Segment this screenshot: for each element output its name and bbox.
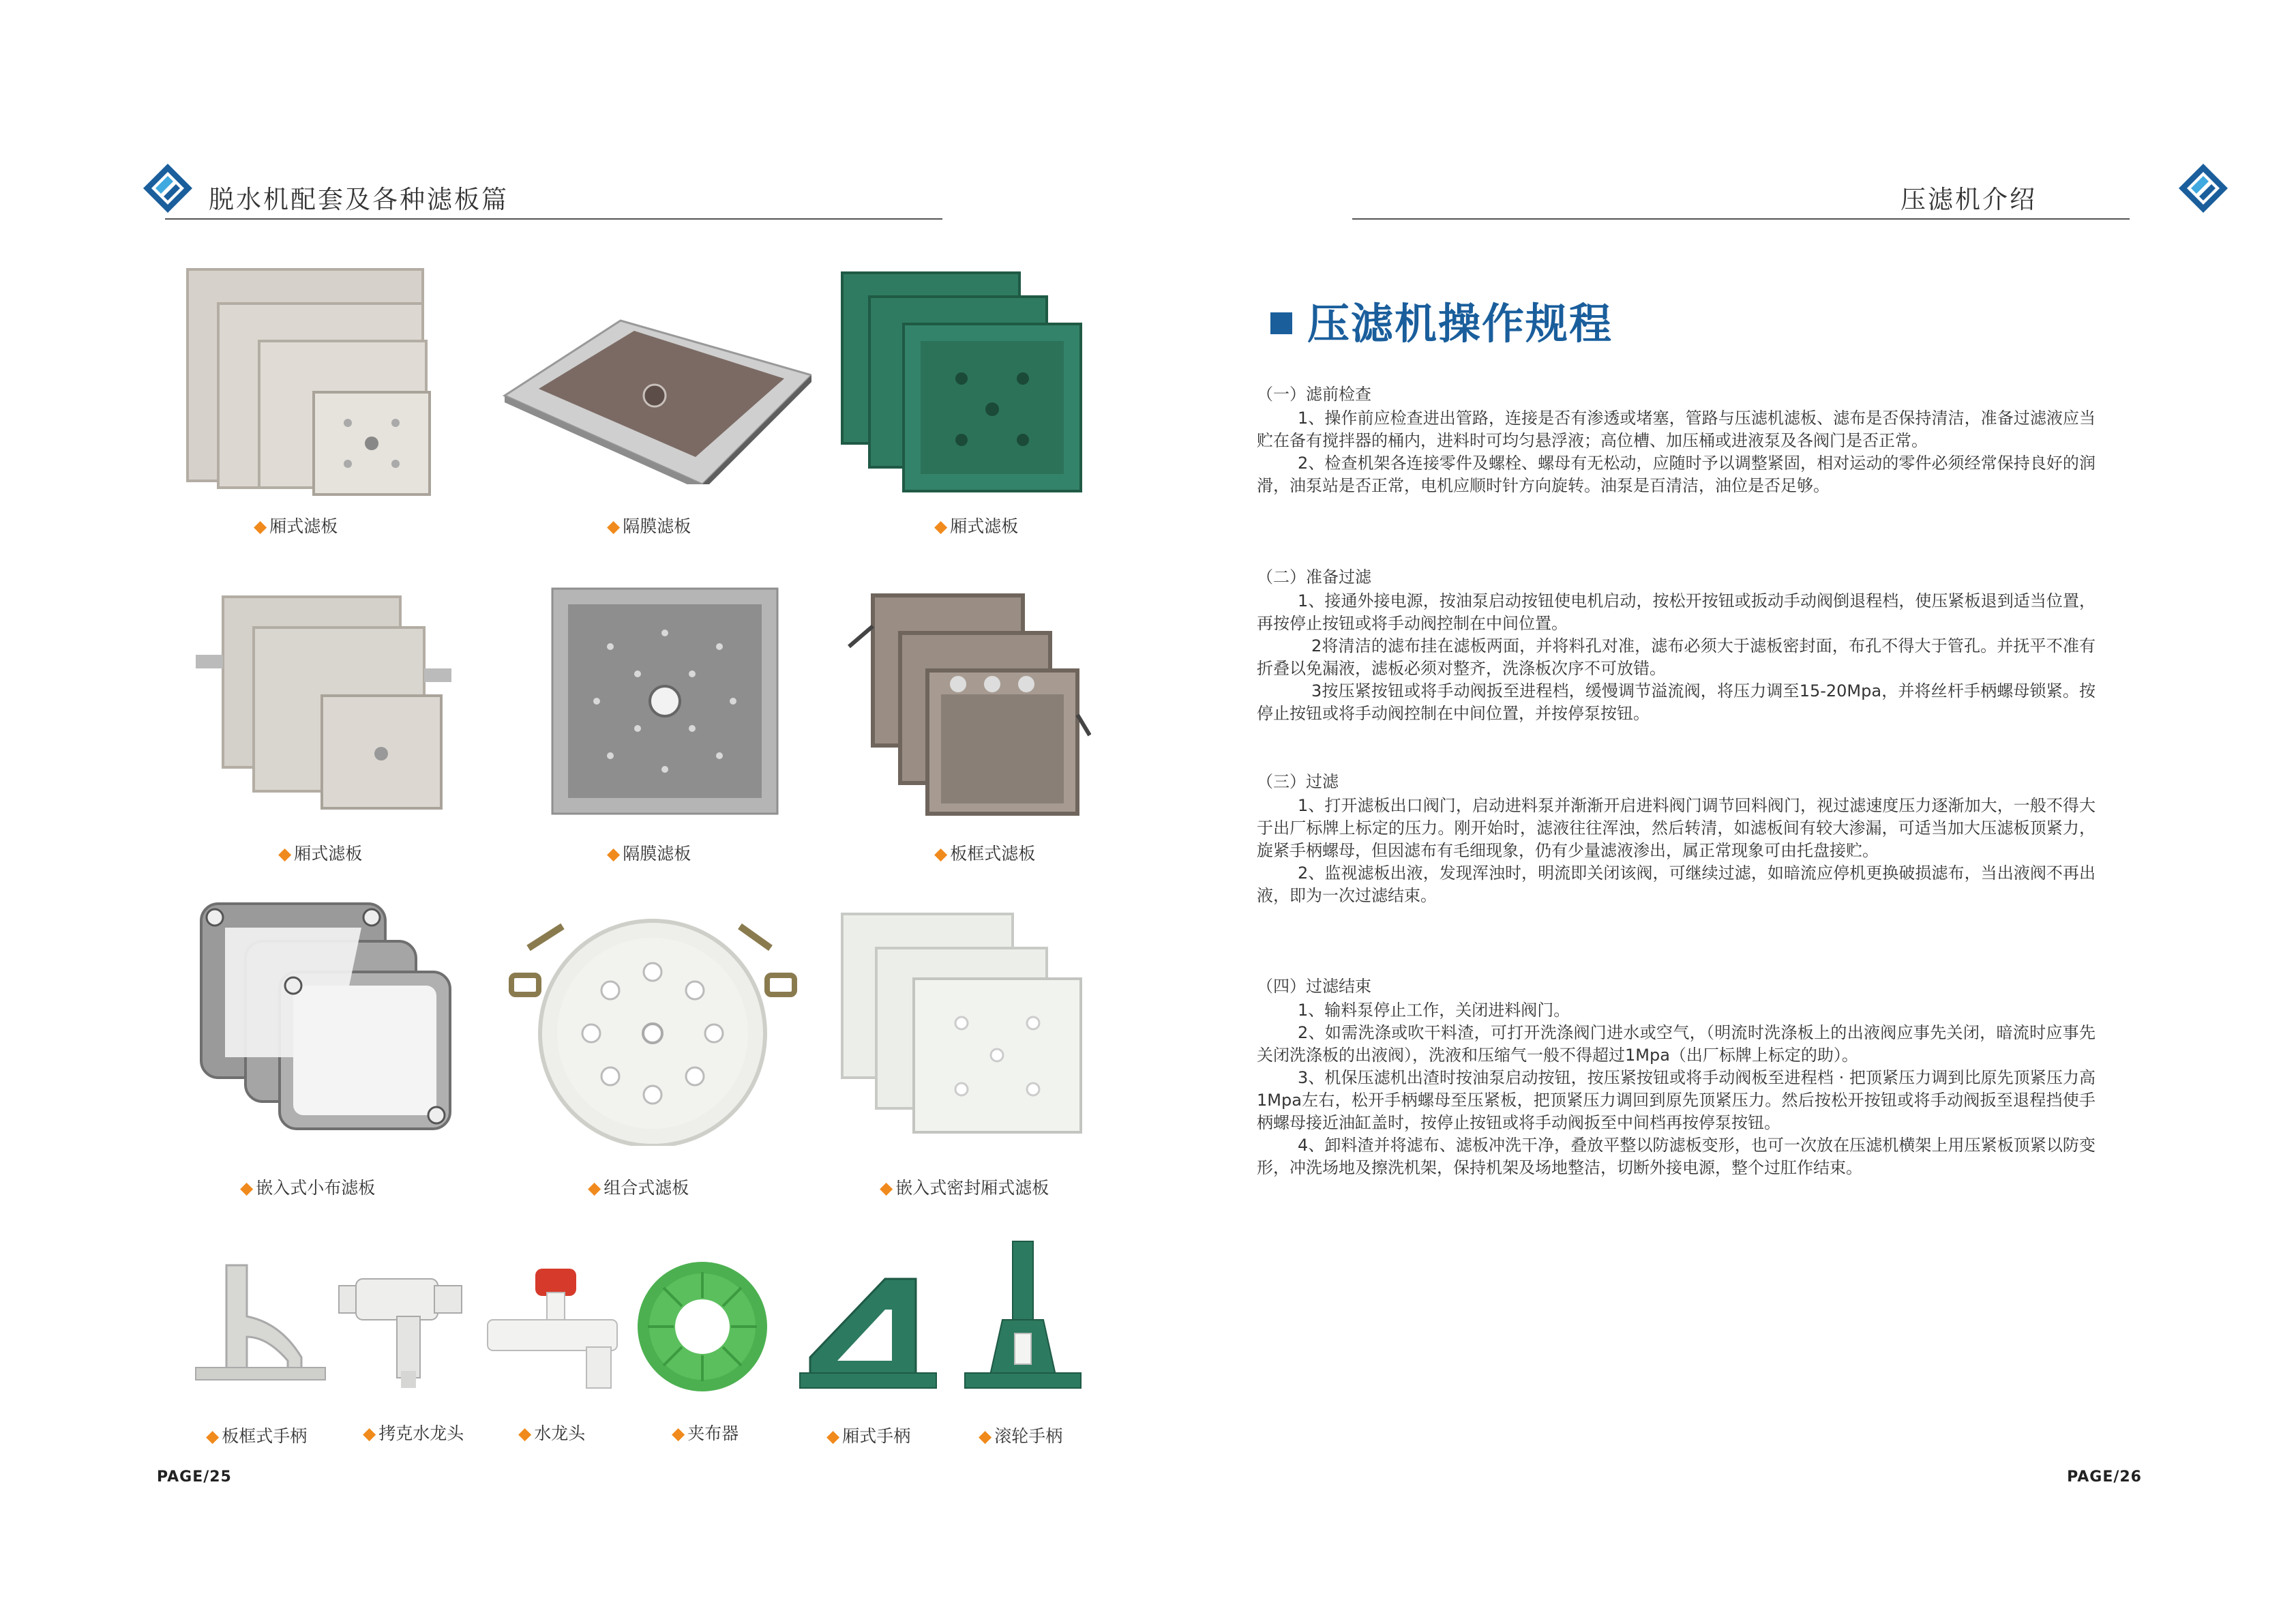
orange-diamond-bullet-icon: ◆ [518, 1423, 532, 1443]
caption-r4c5: ◆ 厢式手柄 [826, 1426, 911, 1446]
section-heading: （四）过滤结束 [1257, 977, 1371, 996]
caption-r1c1: ◆ 厢式滤板 [254, 516, 338, 536]
orange-diamond-bullet-icon: ◆ [607, 844, 621, 863]
orange-diamond-bullet-icon: ◆ [254, 516, 267, 536]
section-heading: （三）过滤 [1257, 772, 1339, 791]
orange-diamond-bullet-icon: ◆ [826, 1426, 840, 1446]
paragraph: 3按压紧按钮或将手动阀扳至进程档，缓慢调节溢流阀，将压力调至15-20Mpa，并将丝杆手柄螺母锁紧。按停止按钮或将手动阀控制在中间位置，并按停泵按钮。 [1257, 681, 2096, 723]
caption-r4c2: ◆ 拷克水龙头 [363, 1423, 464, 1443]
product-image-green-chamber-plate-stack [839, 269, 1084, 494]
page-header-title: 脱水机配套及各种滤板篇 [209, 185, 509, 214]
paragraph: 2、如需洗涤或吹干料渣，可打开洗涤阀门进水或空气，（明流时洗涤板上的出液阀应事先关闭，暗流时应事先关闭洗涤板的出液阀），洗液和压缩气一般不得超过1Mpa（出厂标牌上标定的助）。 [1257, 1023, 2096, 1065]
paragraph: 2将清洁的滤布挂在滤板两面，并将料孔对准，滤布必须大于滤板密封面，布孔不得大于管孔。并抚平不准有折叠以免漏液，滤板必须对整齐，洗涤板次序不可放错。 [1257, 636, 2096, 678]
product-image-membrane-plate [498, 293, 811, 484]
caption-r2c2: ◆ 隔膜滤板 [607, 844, 691, 863]
section-filter-end [1257, 975, 2096, 1179]
product-image-plate-frame-handle [192, 1262, 329, 1385]
paragraph: 1、输料泵停止工作，关闭进料阀门。 [1298, 1001, 1570, 1020]
caption-r2c3: ◆ 板框式滤板 [934, 844, 1036, 863]
product-image-plate-frame [846, 592, 1091, 817]
caption-r1c2: ◆ 隔膜滤板 [607, 516, 691, 536]
caption-r4c6: ◆ 滚轮手柄 [979, 1426, 1063, 1446]
orange-diamond-bullet-icon: ◆ [588, 1178, 601, 1198]
orange-diamond-bullet-icon: ◆ [363, 1423, 376, 1443]
caption-r4c1: ◆ 板框式手柄 [206, 1426, 308, 1446]
product-image-chamber-handle [796, 1265, 940, 1391]
section-heading: （一）滤前检查 [1257, 385, 1371, 404]
page-number: PAGE/25 [157, 1468, 232, 1486]
title-square-icon [1270, 312, 1292, 334]
orange-diamond-bullet-icon: ◆ [607, 516, 621, 536]
paragraph: 1、操作前应检查进出管路，连接是否有渗透或堵塞，管路与压滤机滤板、滤布是否保持清洁，准备过滤液应当贮在备有搅拌器的桶内，进料时可均匀悬浮液；高位槽、加压桶或进液泵及各阀门是否正常。 [1257, 409, 2096, 450]
paragraph: 4、卸料渣并将滤布、滤板冲洗干净，叠放平整以防滤板变形，也可一次放在压滤机横架上用压紧板顶紧以防变形，冲洗场地及擦洗机架，保持机架及场地整洁，切断外接电源，整个过肛作结束。 [1257, 1136, 2096, 1177]
orange-diamond-bullet-icon: ◆ [880, 1178, 893, 1198]
logo-diamond-icon [2176, 161, 2231, 216]
product-image-chamber-plate-stack-2 [192, 593, 458, 818]
right-page [1148, 0, 2296, 1624]
caption-r4c3: ◆ 水龙头 [518, 1423, 586, 1443]
orange-diamond-bullet-icon: ◆ [278, 844, 292, 863]
product-image-membrane-plate-square [549, 585, 781, 817]
orange-diamond-bullet-icon: ◆ [672, 1423, 685, 1443]
paragraph: 1、接通外接电源，按油泵启动按钮使电机启动，按松开按钮或扳动手动阀倒退程档，使压紧板退到适当位置，再按停止按钮或将手动阀控制在中间位置。 [1257, 591, 2096, 633]
caption-r2c1: ◆ 厢式滤板 [278, 844, 363, 863]
header-rule [1352, 218, 2130, 220]
section-heading: （二）准备过滤 [1257, 567, 1371, 587]
orange-diamond-bullet-icon: ◆ [979, 1426, 992, 1446]
product-image-cloth-clamp [634, 1258, 771, 1395]
section-title: 压滤机操作规程 [1270, 290, 1613, 351]
caption-r1c3: ◆ 厢式滤板 [934, 516, 1019, 536]
caption-r3c2: ◆ 组合式滤板 [588, 1178, 689, 1198]
orange-diamond-bullet-icon: ◆ [934, 516, 948, 536]
product-image-combined-round-plate [508, 914, 801, 1146]
paragraph: 2、监视滤板出液，发现浑浊时，明流即关闭该阀，可继续过滤，如暗流应停机更换破损滤布，当出液阀不再出液，即为一次过滤结束。 [1257, 863, 2096, 905]
paragraph: 2、检查机架各连接零件及螺栓、螺母有无松动，应随时予以调整紧固，相对运动的零件必须经常保持良好的润滑，油泵站是否正常，电机应顺时针方向旋转。油泵是百清洁，油位是否足够。 [1257, 454, 2096, 495]
header-rule [165, 218, 942, 220]
paragraph: 1、打开滤板出口阀门，启动进料泵并渐渐开启进料阀门调节回料阀门，视过滤速度压力逐渐加大，一般不得大于出厂标牌上标定的压力。刚开始时，滤液往往浑浊，然后转清，如滤板间有较大渗漏，可适当加大压滤板顶紧力，旋紧手柄螺母，但因滤布有毛细现象，仍有少量滤液渗出，属正常现象可由托盘接贮。 [1257, 796, 2096, 860]
product-image-chamber-plate-stack [184, 266, 436, 498]
product-image-faucet [484, 1265, 621, 1395]
orange-diamond-bullet-icon: ◆ [240, 1178, 254, 1198]
product-image-clip-faucet [336, 1275, 465, 1391]
page-header-title: 压滤机介绍 [1900, 185, 2037, 214]
product-image-embedded-cloth-plate [198, 900, 457, 1132]
paragraph: 3、机保压滤机出渣时按油泵启动按钮，按压紧按钮或将手动阀板至进程档 · 把顶紧压力调到比原先顶紧压力高1Mpa左右，松开手柄螺母至压紧板，把顶紧压力调回到原先顶紧压力。然后按松开按钮或将手动阀扳至退程挡使手柄螺母接近油缸盖时，按停止按钮或将手动阀扳至中间档再按停泵按钮。 [1257, 1068, 2096, 1132]
caption-r3c3: ◆ 嵌入式密封厢式滤板 [880, 1178, 1049, 1198]
page-number: PAGE/26 [2067, 1468, 2142, 1486]
orange-diamond-bullet-icon: ◆ [934, 844, 948, 863]
logo-diamond-icon [140, 161, 195, 216]
caption-r4c4: ◆ 夹布器 [672, 1423, 739, 1443]
product-image-roller-handle [961, 1238, 1084, 1391]
caption-r3c1: ◆ 嵌入式小布滤板 [240, 1178, 376, 1198]
section-prepare-filter [1257, 566, 2096, 725]
section-pre-filter-check [1257, 383, 2096, 497]
product-image-embedded-sealed-chamber-plate [839, 911, 1084, 1136]
orange-diamond-bullet-icon: ◆ [206, 1426, 220, 1446]
section-filtering [1257, 771, 2096, 907]
